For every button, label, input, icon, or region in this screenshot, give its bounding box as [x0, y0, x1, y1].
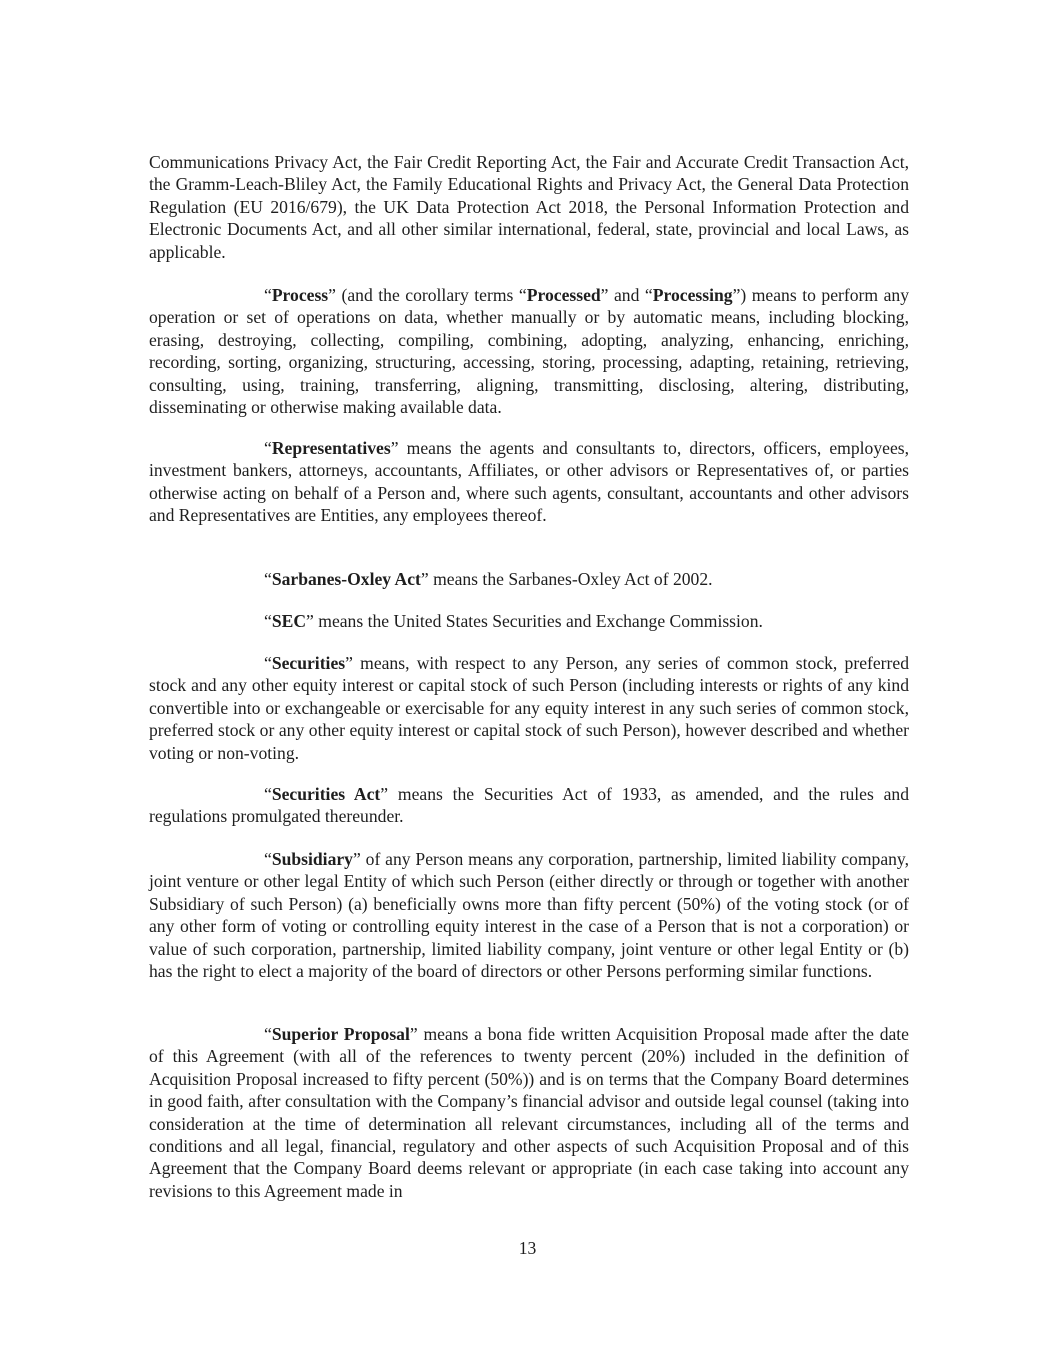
definition-process: “Process” (and the corollary terms “Processed” and “Processing”) means to perform any operation or set of operations on data, whether manually or by automatic means, including blocking, erasing, destroying, collecting, compiling, combining, adopting, analyzing, enhancing, enriching, recording, sorting, organizing, structuring, accessing, storing, processing, adapting, retaining, retrieving, consulting, using, training, transferring, aligning, transmitting, disclosing, altering, distributing, disseminating or otherwise making available data. [149, 285, 909, 418]
definition-subsidiary: “Subsidiary” of any Person means any corporation, partnership, limited liability company, joint venture or other legal Entity of which such Person (either directly or through or together with another Subsidiary of such Person) (a) beneficially owns more than fifty percent (50%) of the voting stock (or of any other form of voting or controlling equity interest in the case of a Person that is not a corporation) or value of such corporation, partnership, limited liability company, joint venture or other legal Entity or (b) has the right to elect a majority of the board of directors or other Persons performing similar functions. [149, 849, 909, 982]
definition-securities-act: “Securities Act” means the Securities Act of 1933, as amended, and the rules and regulations promulgated thereunder. [149, 784, 910, 827]
defined-term-securities: Securities [271, 653, 346, 673]
defined-term-securities-act: Securities Act [271, 784, 381, 804]
defined-term-processing: Processing [652, 285, 733, 305]
paragraph-privacy-laws-continuation: Communications Privacy Act, the Fair Credit Reporting Act, the Fair and Accurate Credit Transaction Act, the Gramm-Leach-Bliley Act, the Family Educational Rights and Privacy Act, the General Data Protection Regulation (EU 2016/679), the UK Data Protection Act 2018, the Personal Information Protection and Electronic Documents Act, and all other similar international, federal, state, provincial and local Laws, as applicable. [149, 152, 909, 262]
defined-term-process: Process [271, 285, 329, 305]
defined-term-superior-proposal: Superior Proposal [271, 1024, 410, 1044]
definition-superior-proposal: “Superior Proposal” means a bona fide written Acquisition Proposal made after the date of this Agreement (with all of the references to twenty percent (20%) included in the definition of Acquisition Proposal increased to fifty percent (50%)) and is on terms that the Company Board determines in good faith, after consultation with the Company’s financial advisor and outside legal counsel (taking into consideration at the time of determination all relevant circumstances, including all of the terms and conditions and all legal, financial, regulatory and other aspects of such Acquisition Proposal and of this Agreement that the Company Board deems relevant or appropriate (in each case taking into account any revisions to this Agreement made in [149, 1024, 909, 1201]
definition-sec: “SEC” means the United States Securities and Exchange Commission. [264, 611, 763, 631]
definition-securities: “Securities” means, with respect to any Person, any series of common stock, preferred stock and any other equity interest or capital stock of such Person (including interests or rights of any kind convertible into or exchangeable or exercisable for any equity interest in any such series of common stock, preferred stock or any other equity interest or capital stock of such Person), however described and whether voting or non-voting. [149, 653, 909, 763]
definition-sarbanes-oxley-act: “Sarbanes-Oxley Act” means the Sarbanes-Oxley Act of 2002. [264, 569, 713, 589]
defined-term-sarbanes-oxley-act: Sarbanes-Oxley Act [271, 569, 421, 589]
page-number: 13 [518, 1238, 537, 1258]
defined-term-sec: SEC [271, 611, 307, 631]
definition-representatives: “Representatives” means the agents and consultants to, directors, officers, employees, investment bankers, attorneys, accountants, Affiliates, or other advisors or Representatives of, or parties otherwise acting on behalf of a Person and, where such agents, consultant, accountants and other advisors and Representatives are Entities, any employees thereof. [149, 438, 909, 526]
defined-term-subsidiary: Subsidiary [271, 849, 353, 869]
defined-term-representatives: Representatives [271, 438, 391, 458]
defined-term-processed: Processed [526, 285, 601, 305]
